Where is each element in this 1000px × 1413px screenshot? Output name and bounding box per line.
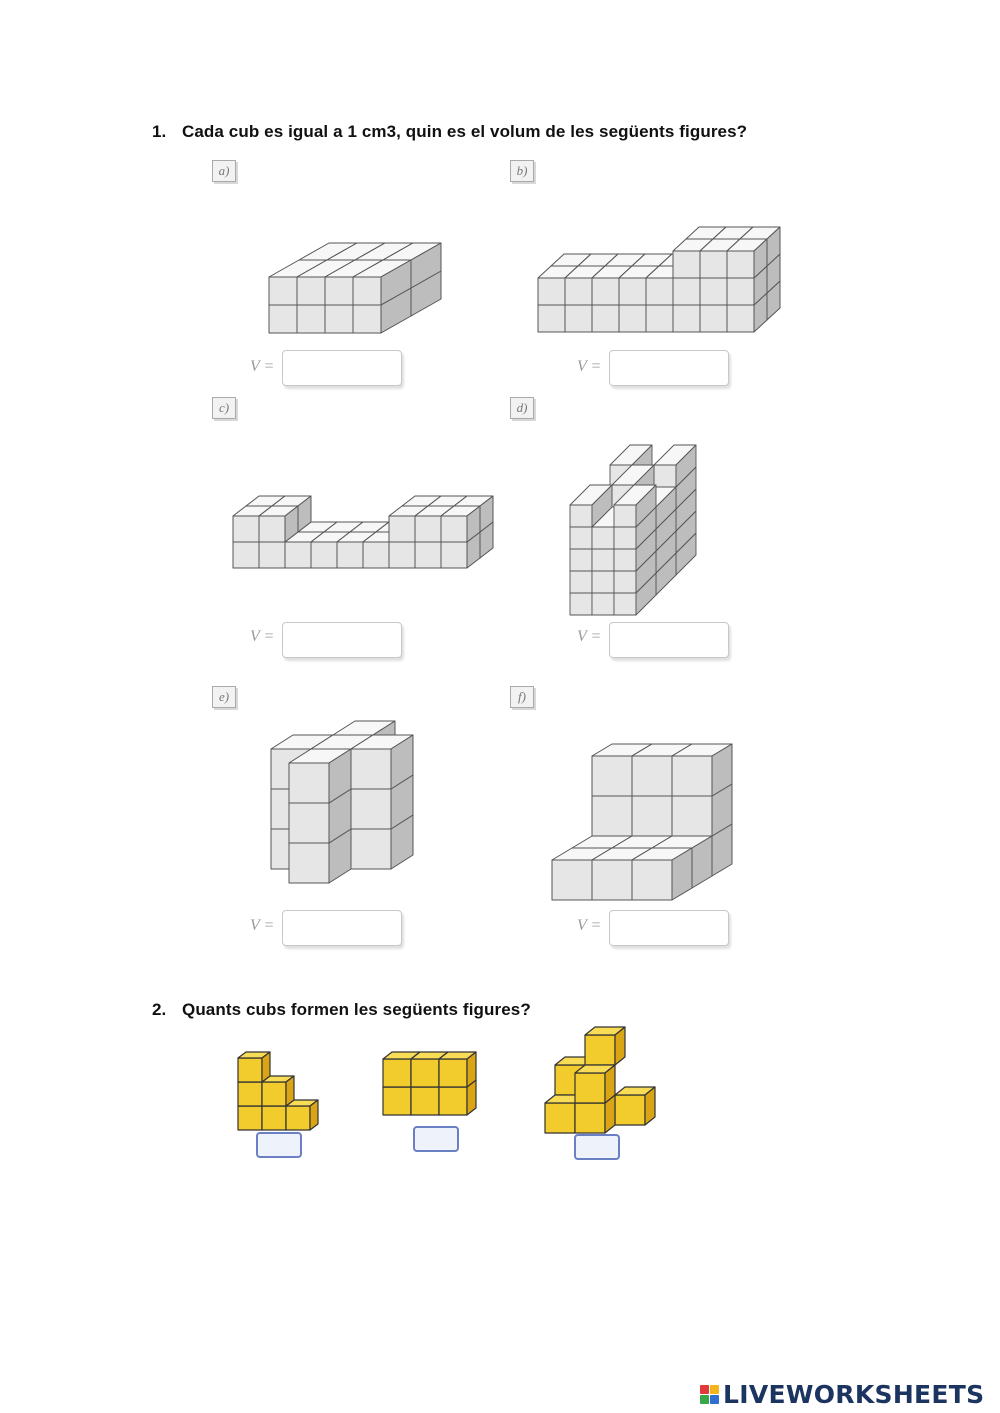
- cube-figure-a: [255, 185, 455, 345]
- volume-answer-c[interactable]: [282, 622, 402, 658]
- question-2-title: [152, 1000, 531, 1020]
- volume-label-b: V =: [577, 358, 602, 375]
- cube-count-answer-1[interactable]: [256, 1132, 302, 1158]
- figure-tag-e: e): [212, 686, 236, 708]
- yellow-figure-2: [380, 1043, 490, 1118]
- volume-label-f: V =: [577, 917, 602, 934]
- cube-figure-d: [560, 405, 720, 625]
- question-text: Cada cub es igual a 1 cm3, quin es el volum de les següents figures?: [182, 122, 748, 141]
- brand-name: LIVEWORKSHEETS: [723, 1379, 985, 1409]
- question-number: 1.: [152, 122, 167, 141]
- volume-label-a: V =: [250, 358, 275, 375]
- volume-answer-a[interactable]: [282, 350, 402, 386]
- cube: [259, 506, 298, 542]
- question-text: Quants cubs formen les següents figures?: [182, 1000, 531, 1019]
- figure-tag-f: f): [510, 686, 534, 708]
- cube-count-answer-3[interactable]: [574, 1134, 620, 1160]
- liveworksheets-brand: [700, 1378, 984, 1410]
- volume-answer-e[interactable]: [282, 910, 402, 946]
- cube: [238, 1052, 270, 1082]
- cube-count-answer-2[interactable]: [413, 1126, 459, 1152]
- cube: [262, 1076, 294, 1106]
- cube-figure-f: [540, 710, 770, 910]
- question-number: 2.: [152, 1000, 167, 1019]
- volume-label-e: V =: [250, 917, 275, 934]
- cube: [727, 239, 767, 278]
- cube-figure-c: [225, 480, 485, 590]
- yellow-figure-1: [235, 1045, 335, 1135]
- cube: [672, 744, 732, 796]
- figure-tag-a: a): [212, 160, 236, 182]
- cube-figure-b: [530, 210, 770, 350]
- liveworksheets-logo-icon: [700, 1385, 719, 1404]
- cube-figure-e: [245, 705, 435, 895]
- volume-answer-d[interactable]: [609, 622, 729, 658]
- volume-answer-b[interactable]: [609, 350, 729, 386]
- volume-answer-f[interactable]: [609, 910, 729, 946]
- cube: [632, 848, 692, 900]
- figure-tag-d: d): [510, 397, 534, 419]
- question-1-title: [152, 122, 747, 142]
- figure-tag-c: c): [212, 397, 236, 419]
- cube: [615, 1087, 655, 1125]
- volume-label-d: V =: [577, 628, 602, 645]
- cube: [441, 506, 480, 542]
- figure-tag-b: b): [510, 160, 534, 182]
- cube: [289, 749, 351, 803]
- yellow-figure-3: [542, 1038, 652, 1138]
- cube: [351, 735, 413, 789]
- cube: [575, 1065, 615, 1103]
- cube: [439, 1052, 476, 1087]
- cube: [286, 1100, 318, 1130]
- cube: [585, 1027, 625, 1065]
- volume-label-c: V =: [250, 628, 275, 645]
